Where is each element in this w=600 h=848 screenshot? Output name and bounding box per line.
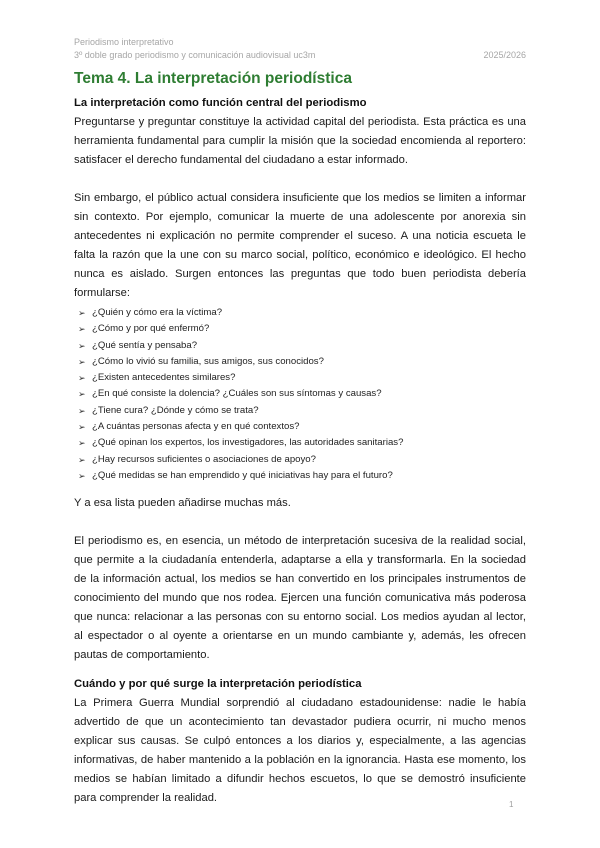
list-item-text: ¿Qué sentía y pensaba? — [92, 339, 198, 351]
list-item — [74, 468, 526, 484]
list-item — [74, 452, 526, 468]
document-body — [74, 94, 526, 808]
list-item-text: ¿Tiene cura? ¿Dónde y cómo se trata? — [92, 404, 259, 416]
paragraph: La Primera Guerra Mundial sorprendió al ciudadano estadounidense: nadie le había advertido de que un acontecimiento tan devastador pudiera ocurrir, ni mucho menos explicar sus causas. Se culpó entonces a los diarios y, especialmente, a las agencias informativas, de haber mantenido a la población en la ignorancia. Hasta ese momento, los medios se habían limitado a difundir hechos escuetos, lo que se demostró insuficiente para comprender la realidad. — [74, 697, 526, 805]
paragraph: Y a esa lista pueden añadirse muchas más. — [74, 497, 291, 510]
list-item — [74, 305, 526, 321]
list-item — [74, 370, 526, 386]
arrow-bullet-icon: ➢ — [78, 356, 86, 367]
page-number: 1 — [509, 800, 514, 809]
arrow-bullet-icon: ➢ — [78, 308, 86, 318]
list-item-text: ¿A cuántas personas afecta y en qué contextos? — [92, 421, 300, 433]
arrow-bullet-icon: ➢ — [78, 324, 86, 335]
program-name: 3º doble grado periodismo y comunicación audiovisual uc3m — [74, 50, 316, 60]
arrow-bullet-icon: ➢ — [78, 454, 86, 465]
page-title: Tema 4. La interpretación periodística — [74, 70, 352, 87]
arrow-bullet-icon: ➢ — [78, 470, 86, 481]
page-header — [74, 36, 526, 62]
academic-year: 2025/2026 — [483, 50, 526, 60]
arrow-bullet-icon: ➢ — [78, 438, 86, 449]
list-item — [74, 419, 526, 435]
list-item-text: ¿Cómo lo vivió su familia, sus amigos, sus conocidos? — [92, 355, 324, 367]
list-item — [74, 354, 526, 370]
list-item-text: ¿Hay recursos suficientes o asociaciones de apoyo? — [92, 453, 316, 465]
list-item-text: ¿Cómo y por qué enfermó? — [92, 323, 210, 335]
section-heading-origin: Cuándo y por qué surge la interpretación periodística — [74, 678, 362, 691]
list-item-text: ¿Qué medidas se han emprendido y qué iniciativas hay para el futuro? — [92, 469, 393, 481]
paragraph: El periodismo es, en esencia, un método de interpretación sucesiva de la realidad social, que permite a la ciudadanía entenderla, adaptarse a ella y transformarla. En la sociedad de la información actual, los medios se han convertido en los principales instrumentos de conocimiento del mundo que nos rodea. Ejercen una función comunicativa más poderosa que nunca: relacionar a las personas con su entorno social. Los medios ayudan al lector, al espectador o al oyente a orientarse en un mundo cambiante y, además, les ofrecen pautas de comportamiento. — [74, 535, 526, 662]
paragraph: Preguntarse y preguntar constituye la actividad capital del periodista. Esta práctica es una herramienta fundamental para cumplir la misión que la sociedad encomienda al reportero: satisfacer el derecho fundamental del ciudadano a estar informado. — [74, 116, 526, 166]
list-item-text: ¿Quién y cómo era la víctima? — [92, 307, 223, 318]
arrow-bullet-icon: ➢ — [78, 373, 86, 384]
list-item — [74, 321, 526, 337]
list-item — [74, 403, 526, 419]
arrow-bullet-icon: ➢ — [78, 405, 86, 416]
arrow-bullet-icon: ➢ — [78, 422, 86, 433]
section-heading-interpretation-function: La interpretación como función central del periodismo — [74, 97, 367, 109]
list-item — [74, 435, 526, 451]
course-name: Periodismo interpretativo — [74, 37, 174, 47]
list-item — [74, 386, 526, 402]
list-item-text: ¿Qué opinan los expertos, los investigadores, las autoridades sanitarias? — [92, 437, 404, 449]
list-item-text: ¿En qué consiste la dolencia? ¿Cuáles son sus síntomas y causas? — [92, 388, 382, 400]
arrow-bullet-icon: ➢ — [78, 389, 86, 400]
questions-list — [74, 305, 526, 484]
arrow-bullet-icon: ➢ — [78, 340, 86, 351]
list-item-text: ¿Existen antecedentes similares? — [92, 372, 236, 384]
paragraph: Sin embargo, el público actual considera insuficiente que los medios se limiten a informar sin contexto. Por ejemplo, comunicar la muerte de una adolescente por anorexia sin antecedentes ni explicación no permite comprender el suceso. A una noticia escueta le falta la razón que la une con su marco social, político, económico e ideológico. El hecho nunca es aislado. Surgen entonces las preguntas que todo buen periodista debería formularse: — [74, 192, 526, 299]
list-item — [74, 338, 526, 354]
